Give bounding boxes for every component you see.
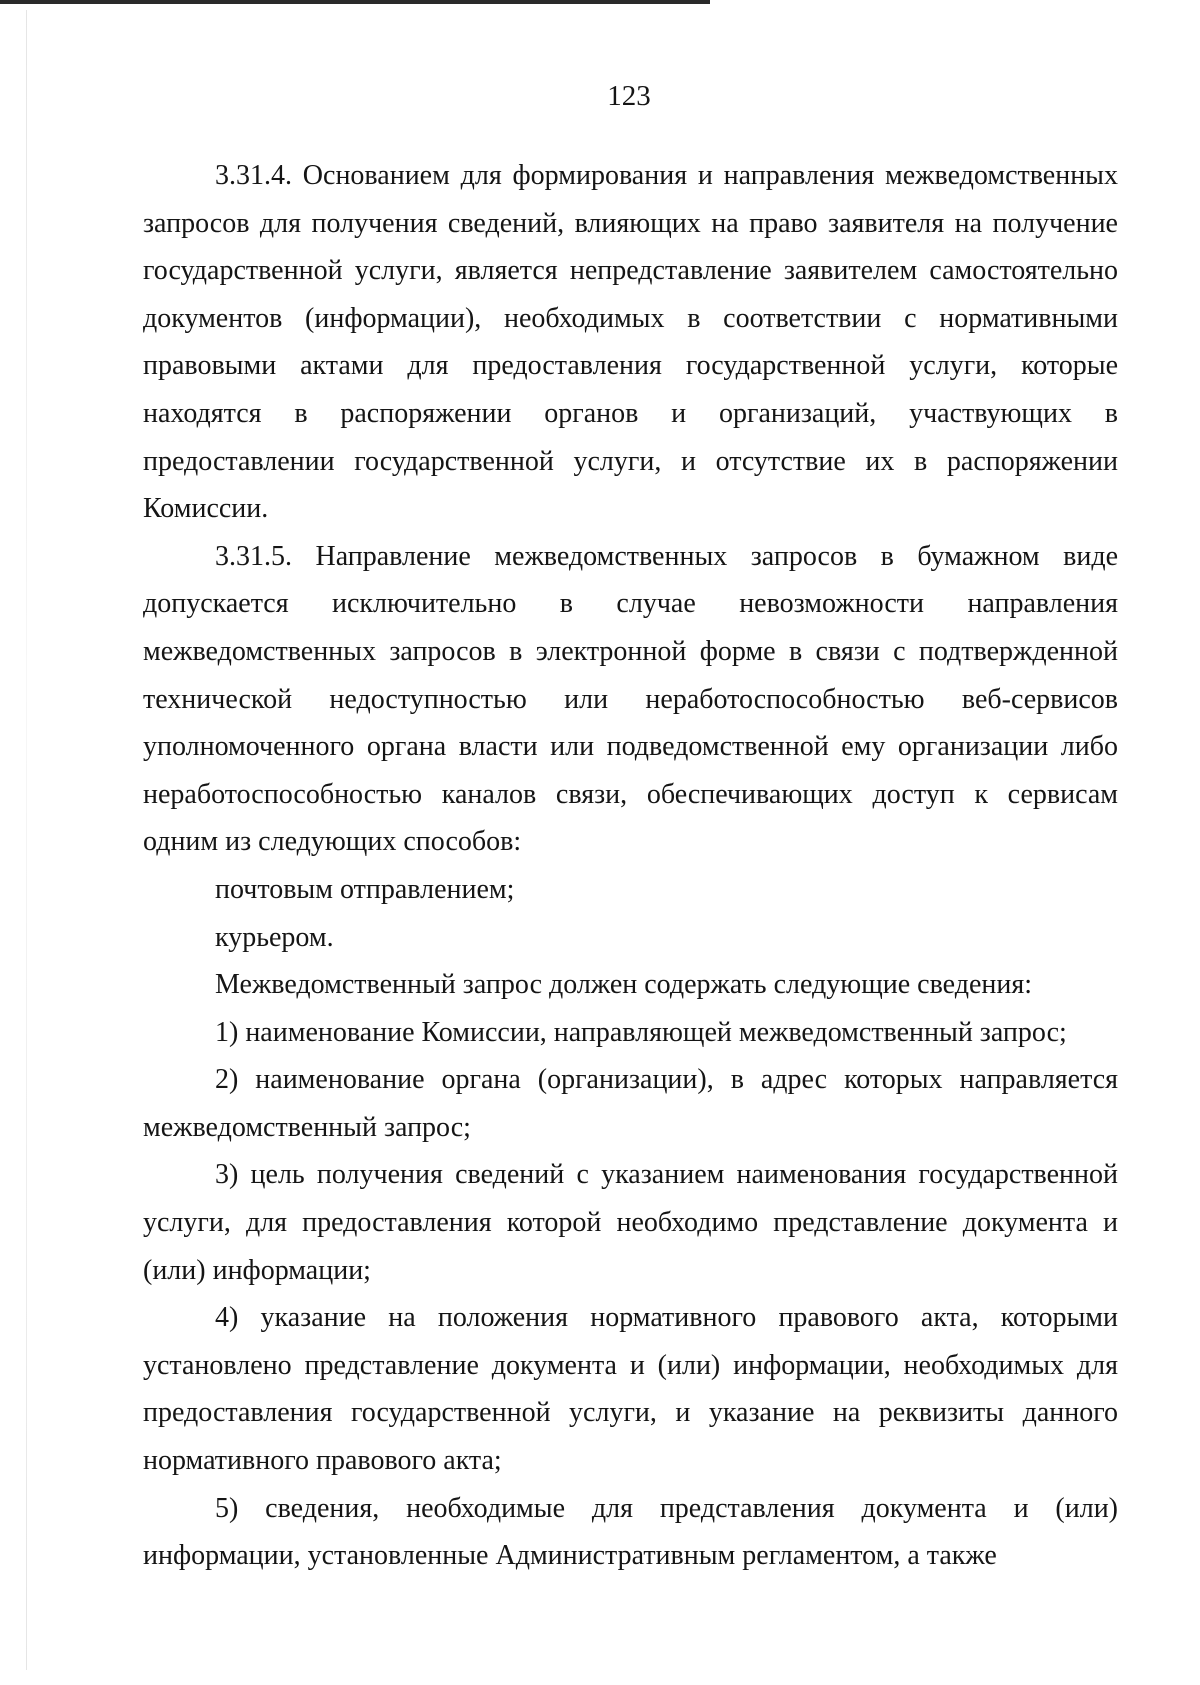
- method-courier: курьером.: [215, 921, 334, 953]
- list-item-5: 5) сведения, необходимые для представления документа и (или) информации, установленные Административным регламентом, а также: [143, 1492, 1118, 1572]
- list-item-2: 2) наименование органа (организации), в адрес которых направляется межведомственный запрос;: [143, 1064, 1118, 1143]
- list-item-4: 4) указание на положения нормативного правового акта, которыми установлено представление документа и (или) информации, необходимых для предоставления государственной услуги, и указание на реквизиты данного нормативного правового акта;: [143, 1302, 1118, 1477]
- paragraph-3-31-5: 3.31.5. Направление межведомственных запросов в бумажном виде допускается исключительно в случае невозможности направления межведомственных запросов в электронной форме в связи с подтвержденной технической недоступностью или неработоспособностью веб-сервисов уполномоченного органа власти или подведомственной ему организации либо неработоспособностью каналов связи, обеспечивающих доступ к сервисам одним из следующих способов:: [143, 540, 1118, 858]
- list-item-1: 1) наименование Комиссии, направляющей межведомственный запрос;: [215, 1016, 1067, 1048]
- request-contents-intro: Межведомственный запрос должен содержать следующие сведения:: [215, 969, 1033, 1001]
- scan-top-edge: [0, 0, 710, 4]
- document-body: [143, 152, 1118, 1580]
- list-item-3: 3) цель получения сведений с указанием наименования государственной услуги, для предоставления которой необходимо представление документа и (или) информации;: [143, 1159, 1118, 1286]
- paragraph-3-31-4: 3.31.4. Основанием для формирования и направления межведомственных запросов для получения сведений, влияющих на право заявителя на получение государственной услуги, является непредставление заявителем самостоятельно документов (информации), необходимых в соответствии с нормативными правовыми актами для предоставления государственной услуги, которые находятся в распоряжении органов и организаций, участвующих в предоставлении государственной услуги, и отсутствие их в распоряжении Комиссии.: [143, 160, 1118, 525]
- scan-left-edge: [26, 10, 27, 1670]
- page-number: 123: [607, 80, 651, 112]
- method-postal: почтовым отправлением;: [215, 873, 515, 905]
